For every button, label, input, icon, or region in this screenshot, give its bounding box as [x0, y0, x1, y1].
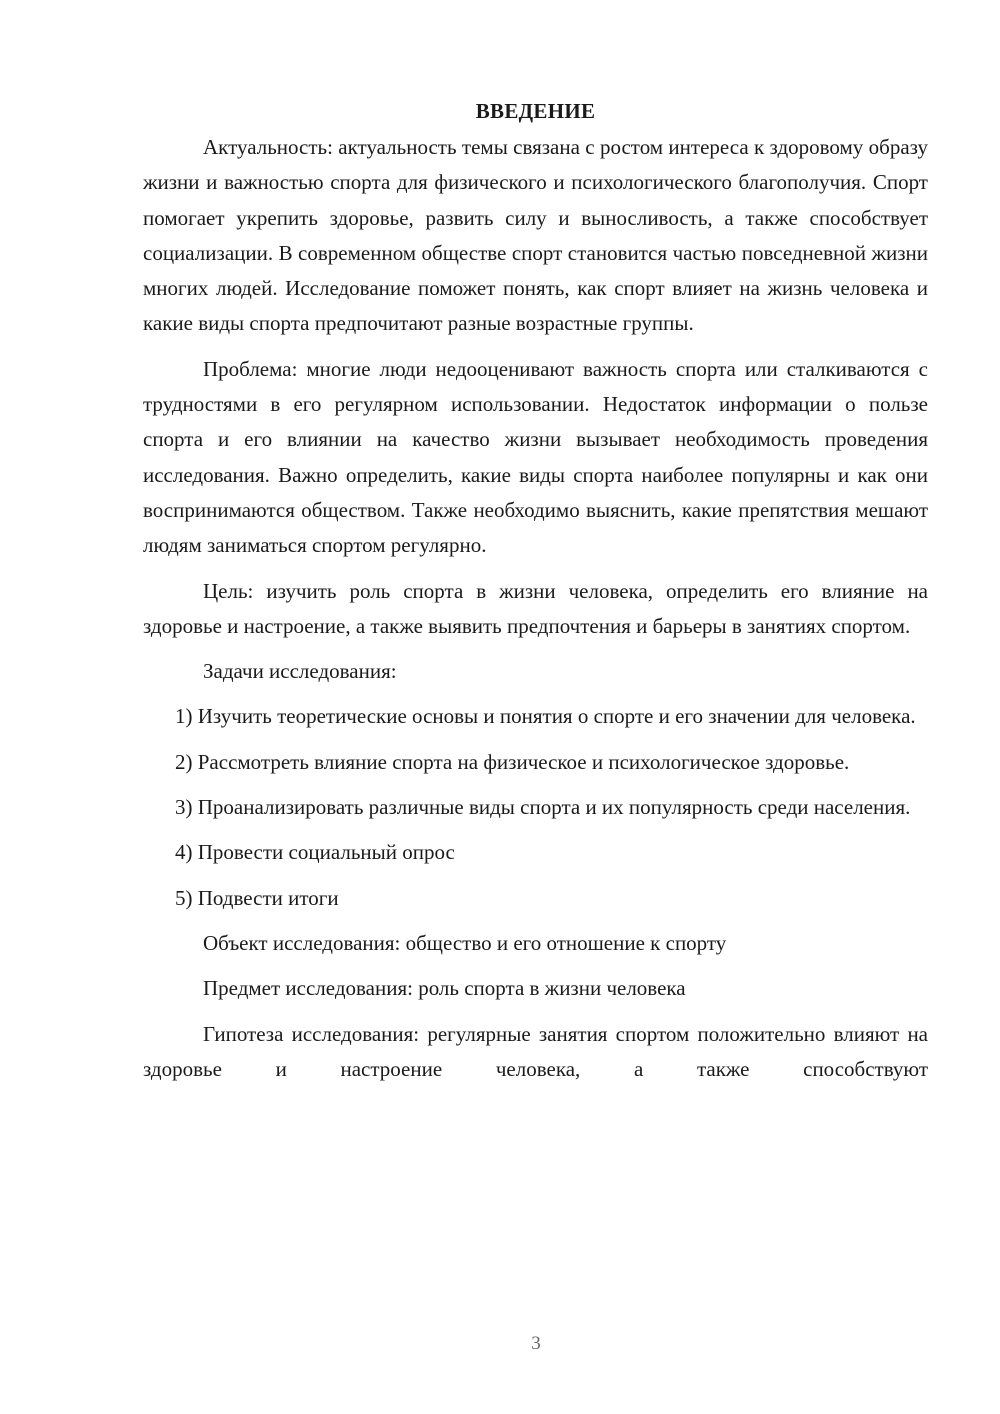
paragraph-subject: Предмет исследования: роль спорта в жизни человека [203, 976, 686, 1001]
paragraph-relevance: Актуальность: актуальность темы связана с ростом интереса к здоровому образу жизни и важностью спорта для физического и психологического благополучия. Спорт помогает укрепить здоровье, развить силу и выносливость, а также способствует социализации. В современном обществе спорт становится частью повседневной жизни многих людей. Исследование поможет понять, как спорт влияет на жизнь человека и какие виды спорта предпочитают разные возрастные группы. [143, 135, 928, 336]
task-item-4: 4) Провести социальный опрос [175, 840, 455, 865]
paragraph-goal: Цель: изучить роль спорта в жизни человека, определить его влияние на здоровье и настроение, а также выявить предпочтения и барьеры в занятиях спортом. [143, 578, 928, 638]
section-title: ВВЕДЕНИЕ [475, 99, 596, 123]
task-item-2: 2) Рассмотреть влияние спорта на физическое и психологическое здоровье. [175, 749, 850, 774]
paragraph-tasks-heading: Задачи исследования: [203, 659, 397, 684]
document-page [143, 96, 928, 1087]
task-item-1: 1) Изучить теоретические основы и понятия о спорте и его значении для человека. [175, 704, 916, 729]
paragraph-hypothesis: Гипотеза исследования: регулярные занятия спортом положительно влияют на здоровье и настроение человека, а также способствуют [143, 1021, 928, 1081]
paragraph-object: Объект исследования: общество и его отношение к спорту [203, 930, 727, 955]
paragraph-problem: Проблема: многие люди недооценивают важность спорта или сталкиваются с трудностями в его регулярном использовании. Недостаток информации о пользе спорта и его влиянии на качество жизни вызывает необходимость проведения исследования. Важно определить, какие виды спорта наиболее популярны и как они воспринимаются обществом. Также необходимо выяснить, какие препятствия мешают людям заниматься спортом регулярно. [143, 356, 928, 558]
task-item-5: 5) Подвести итоги [175, 885, 339, 910]
task-item-3: 3) Проанализировать различные виды спорта и их популярность среди населения. [175, 795, 911, 820]
page-number: 3 [531, 1333, 541, 1354]
